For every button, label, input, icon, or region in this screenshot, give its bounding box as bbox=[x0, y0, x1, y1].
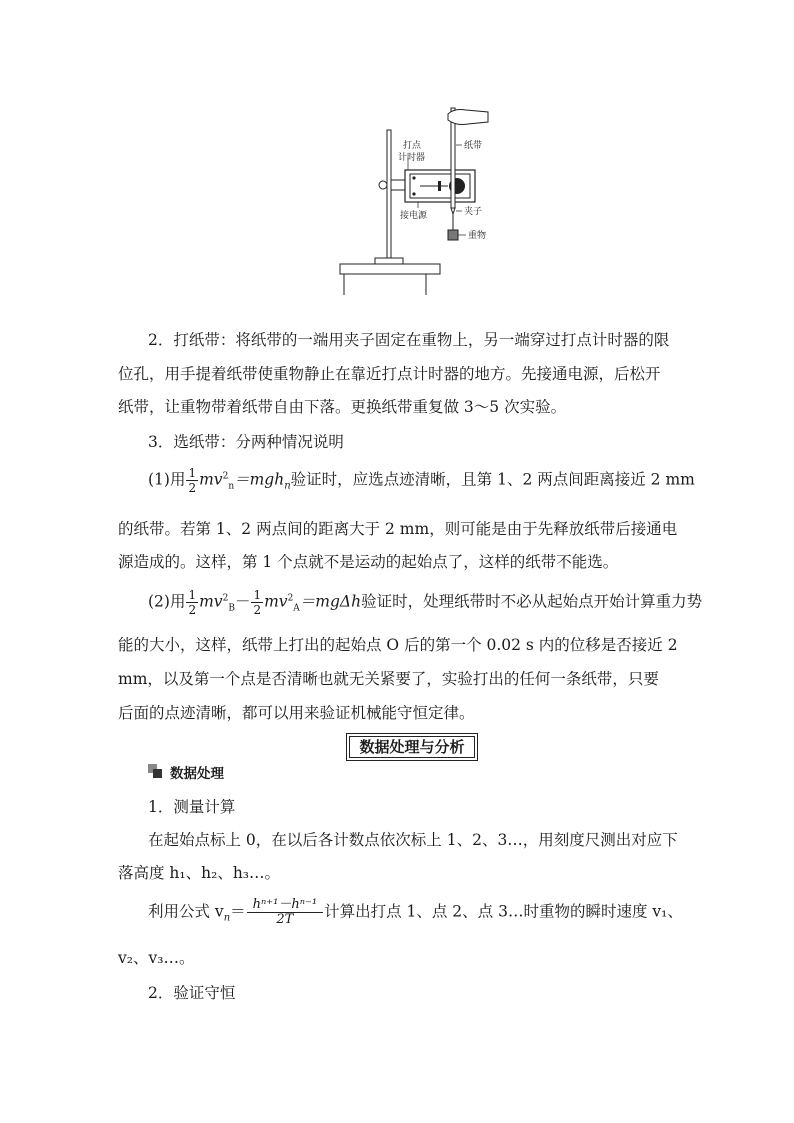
measure-formula-line bbox=[148, 898, 683, 927]
case2-fraction1 bbox=[186, 588, 198, 617]
subheading bbox=[148, 762, 224, 782]
weight bbox=[448, 230, 458, 240]
step3-title: 3．选纸带：分两种情况说明 bbox=[148, 433, 344, 451]
apparatus-diagram bbox=[330, 100, 510, 295]
label-tape: 纸带 bbox=[464, 141, 483, 151]
step2-line2: 位孔，用手提着纸带使重物静止在靠近打点计时器的地方。先接通电源，后松开 bbox=[118, 365, 661, 383]
case2-mid2: mv bbox=[264, 592, 288, 611]
step3-case2-line4: 后面的点迹清晰，都可以用来验证机械能守恒定律。 bbox=[118, 704, 475, 722]
case2-prefix: (2)用 bbox=[148, 592, 186, 611]
apparatus-figure bbox=[330, 100, 510, 295]
label-power: 接电源 bbox=[400, 211, 428, 221]
table-top bbox=[340, 264, 440, 274]
formula-denominator: 2T bbox=[276, 912, 294, 927]
step3-case1-line2: 的纸带。若第 1、2 两点间的距离大于 2 mm，则可能是由于先释放纸带后接通电 bbox=[118, 520, 678, 538]
case1-frac-den: 2 bbox=[188, 481, 197, 495]
formula-numerator: hⁿ⁺¹－hⁿ⁻¹ bbox=[247, 898, 323, 913]
clamp-arm bbox=[391, 180, 405, 190]
case2-mid1: mv bbox=[199, 592, 223, 611]
case1-suffix: 验证时，应选点迹清晰，且第 1、2 两点间距离接近 2 mm bbox=[290, 470, 695, 489]
formula-prefix: 利用公式 v bbox=[148, 902, 224, 921]
label-weight: 重物 bbox=[468, 231, 487, 241]
case2-minus: － bbox=[234, 592, 251, 611]
measure-line1: 在起始点标上 0，在以后各计数点依次标上 1、2、3…，用刻度尺测出对应下 bbox=[148, 831, 678, 849]
stand-rod bbox=[387, 130, 391, 260]
step2-line3: 纸带，让重物带着纸带自由下落。更换纸带重复做 3～5 次实验。 bbox=[118, 398, 567, 416]
formula-suffix: 计算出打点 1、点 2、点 3…时重物的瞬时速度 v₁、 bbox=[324, 902, 683, 921]
stand-base bbox=[375, 258, 403, 264]
measure-line2: 落高度 h₁、h₂、h₃…。 bbox=[118, 864, 281, 882]
subheading-icon bbox=[148, 764, 164, 780]
case2-suffix: 验证时，处理纸带时不必从起始点开始计算重力势 bbox=[361, 592, 703, 611]
label-timer-top: 打点 bbox=[403, 141, 422, 151]
case1-prefix: (1)用 bbox=[148, 470, 186, 489]
case2-fraction2 bbox=[251, 588, 263, 617]
case1-frac-num: 1 bbox=[188, 466, 197, 480]
case2-frac2-den: 2 bbox=[253, 603, 262, 617]
formula-fraction bbox=[247, 898, 323, 927]
measure-title: 1．测量计算 bbox=[148, 798, 236, 816]
hand bbox=[448, 110, 488, 125]
tape-clip bbox=[451, 208, 455, 214]
clamp-knob bbox=[379, 181, 387, 189]
step3-case1-line3: 源造成的。这样，第 1 个点就不是运动的起始点了，这样的纸带不能选。 bbox=[118, 553, 619, 571]
step3-case2-line2: 能的大小，这样，纸带上打出的起始点 O 后的第一个 0.02 s 内的位移是否接近 2 bbox=[118, 636, 678, 654]
formula-eq: ＝ bbox=[230, 902, 246, 921]
formula-sub: n bbox=[223, 912, 231, 924]
case1-sub: n bbox=[284, 480, 291, 492]
section-title: 数据处理与分析 bbox=[346, 733, 478, 761]
case2-frac2-num: 1 bbox=[253, 588, 262, 602]
step3-case2-line1: (2)用 $\frac{1}{2}$ $mv^2_B-$ $\frac{1}{2}$ $mv^2_A=mg\Delta h$验证时，处理纸带时不必从起始点开始计算重力势 bbox=[148, 588, 703, 617]
case2-frac1-den: 2 bbox=[188, 603, 197, 617]
step3-case2-line3: mm，以及第一个点是否清晰也就无关紧要了，实验打出的任何一条纸带，只要 bbox=[118, 670, 659, 688]
verify-title: 2．验证守恒 bbox=[148, 984, 236, 1002]
case2-frac1-num: 1 bbox=[188, 588, 197, 602]
case2-rest: ＝mgΔh bbox=[299, 592, 362, 611]
case1-formula-rest: ＝mgh bbox=[234, 470, 285, 489]
case1-fraction bbox=[186, 466, 198, 495]
label-timer-bottom: 计时器 bbox=[398, 153, 426, 163]
step3-case1-line1: (1)用 $\frac{1}{2}$ $mv^2_n=mgh_n$验证时，应选点迹清晰，且第 1、2 两点间距离接近 2 mm bbox=[148, 466, 695, 495]
case1-formula: mv bbox=[199, 470, 223, 489]
subheading-text: 数据处理 bbox=[170, 766, 224, 782]
measure-line4: v₂、v₃…。 bbox=[118, 949, 195, 967]
step2-line1: 2．打纸带：将纸带的一端用夹子固定在重物上，另一端穿过打点计时器的限 bbox=[148, 331, 670, 349]
label-clip: 夹子 bbox=[464, 207, 483, 217]
